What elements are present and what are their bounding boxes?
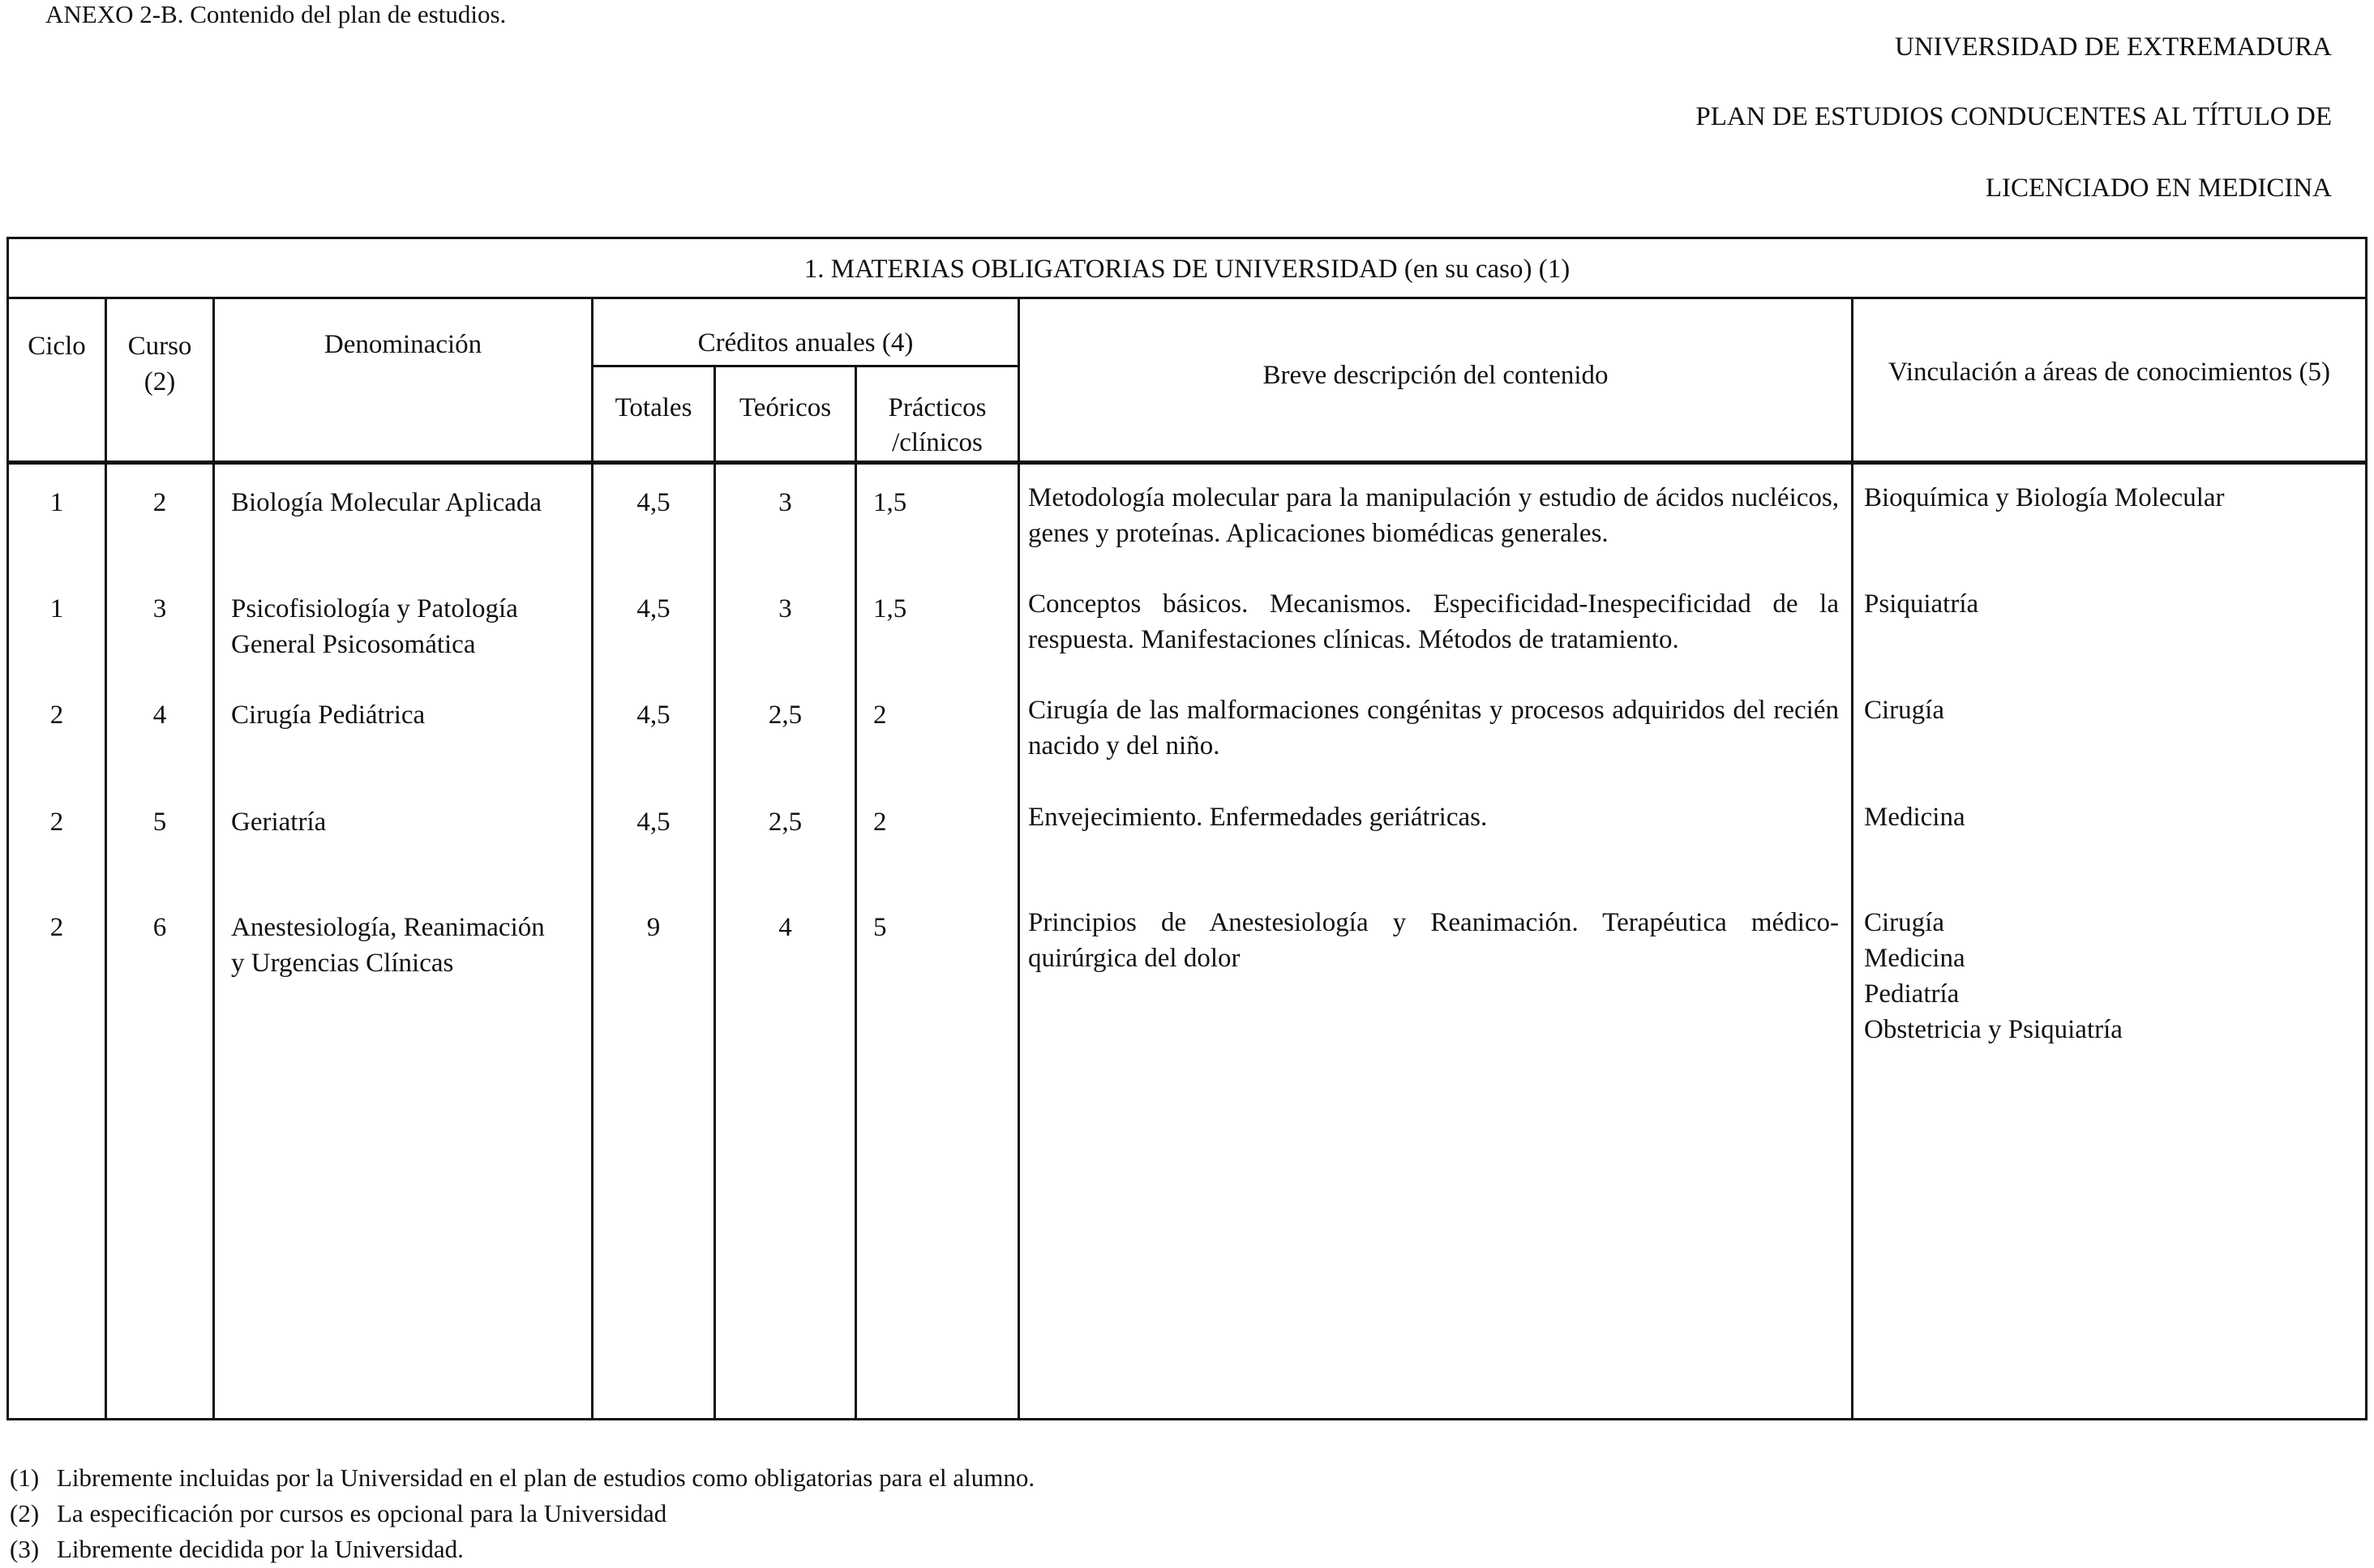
cell-descripcion: Metodología molecular para la manipulación y estudio de ácidos nucléicos, genes y proteínas. Aplicaciones biomédicas generales. bbox=[1028, 483, 1839, 548]
header-denominacion: Denominación bbox=[324, 330, 482, 359]
plan-title-line2: LICENCIADO EN MEDICINA bbox=[1985, 174, 2332, 203]
footnote bbox=[10, 1463, 1035, 1493]
cell-practicos: 1,5 bbox=[873, 488, 907, 517]
cell-practicos: 5 bbox=[873, 913, 887, 942]
cell-totales: 4,5 bbox=[636, 700, 671, 730]
cell-area: Obstetricia y Psiquiatría bbox=[1864, 1015, 2123, 1044]
footnote bbox=[10, 1499, 666, 1528]
cell-denominacion: Cirugía Pediátrica bbox=[231, 700, 426, 730]
cell-curso: 2 bbox=[152, 488, 167, 517]
col-divider-denominacion bbox=[591, 297, 594, 1418]
cell-totales: 4,5 bbox=[636, 808, 671, 837]
cell-area: Pediatría bbox=[1864, 979, 1960, 1009]
cell-area: Medicina bbox=[1864, 944, 1965, 973]
header-bottom-rule bbox=[9, 461, 2365, 465]
cell-curso: 3 bbox=[152, 594, 167, 623]
cell-curso: 5 bbox=[152, 808, 167, 837]
credits-subheader-rule bbox=[593, 365, 1019, 367]
cell-ciclo: 2 bbox=[49, 700, 64, 730]
footnote-text: La especificación por cursos es opcional para la Universidad bbox=[57, 1499, 667, 1527]
cell-area: Medicina bbox=[1864, 803, 1965, 832]
col-divider-teoricos bbox=[855, 365, 857, 1418]
cell-ciclo: 1 bbox=[49, 488, 64, 517]
header-totales: Totales bbox=[615, 393, 692, 422]
col-divider-curso bbox=[212, 297, 215, 1418]
footnote-text: Libremente decidida por la Universidad. bbox=[57, 1535, 464, 1563]
cell-teoricos: 4 bbox=[778, 913, 792, 942]
cell-totales: 4,5 bbox=[636, 488, 671, 517]
cell-ciclo: 2 bbox=[49, 808, 64, 837]
header-practicos-clinicos: /clínicos bbox=[892, 428, 983, 457]
col-divider-creditos bbox=[1018, 297, 1020, 1418]
university-name: UNIVERSIDAD DE EXTREMADURA bbox=[1895, 32, 2332, 62]
footnote-number: (3) bbox=[10, 1535, 40, 1563]
footnote-number: (2) bbox=[10, 1499, 40, 1527]
cell-descripcion: Envejecimiento. Enfermedades geriátricas. bbox=[1028, 803, 1488, 832]
header-vinculacion: Vinculación a áreas de conocimientos (5) bbox=[1888, 358, 2331, 387]
col-divider-descripcion bbox=[1851, 297, 1853, 1418]
header-curso: Curso bbox=[127, 332, 192, 361]
plan-title-line1: PLAN DE ESTUDIOS CONDUCENTES AL TÍTULO DE bbox=[1695, 102, 2332, 131]
footnote-text: Libremente incluidas por la Universidad en el plan de estudios como obligatorias para el alumno. bbox=[57, 1463, 1035, 1492]
cell-teoricos: 2,5 bbox=[768, 700, 803, 730]
cell-denominacion: General Psicosomática bbox=[231, 630, 476, 659]
cell-area: Cirugía bbox=[1864, 908, 1944, 937]
subjects-table bbox=[6, 237, 2368, 1420]
cell-denominacion: Psicofisiología y Patología bbox=[231, 594, 518, 623]
cell-descripcion: Conceptos básicos. Mecanismos. Especificidad-Inespecificidad de la respuesta. Manifestaciones clínicas. Métodos de tratamiento. bbox=[1028, 589, 1839, 654]
table-title: 1. MATERIAS OBLIGATORIAS DE UNIVERSIDAD (en su caso) (1) bbox=[803, 255, 1571, 284]
cell-teoricos: 3 bbox=[778, 594, 792, 623]
footnote-number: (1) bbox=[10, 1463, 40, 1492]
cell-practicos: 2 bbox=[873, 808, 887, 837]
cell-practicos: 1,5 bbox=[873, 594, 907, 623]
header-teoricos: Teóricos bbox=[739, 393, 832, 422]
footnote bbox=[10, 1535, 464, 1564]
annex-label: ANEXO 2-B. Contenido del plan de estudios. bbox=[45, 0, 507, 28]
cell-curso: 4 bbox=[152, 700, 167, 730]
cell-descripcion: Cirugía de las malformaciones congénitas y procesos adquiridos del recién nacido y del niño. bbox=[1028, 696, 1839, 760]
cell-ciclo: 1 bbox=[49, 594, 64, 623]
cell-descripcion: Principios de Anestesiología y Reanimación. Terapéutica médico-quirúrgica del dolor bbox=[1028, 908, 1839, 973]
col-divider-totales bbox=[713, 365, 716, 1418]
cell-denominacion: y Urgencias Clínicas bbox=[231, 949, 454, 978]
cell-area: Cirugía bbox=[1864, 696, 1944, 725]
header-curso-note: (2) bbox=[144, 367, 176, 396]
cell-totales: 4,5 bbox=[636, 594, 671, 623]
header-creditos: Créditos anuales (4) bbox=[697, 328, 914, 358]
cell-totales: 9 bbox=[646, 913, 661, 942]
cell-denominacion: Biología Molecular Aplicada bbox=[231, 488, 542, 517]
cell-denominacion: Anestesiología, Reanimación bbox=[231, 913, 545, 942]
header-descripcion: Breve descripción del contenido bbox=[1262, 361, 1609, 390]
cell-teoricos: 3 bbox=[778, 488, 792, 517]
cell-area: Psiquiatría bbox=[1864, 589, 1979, 619]
header-ciclo: Ciclo bbox=[28, 332, 86, 361]
cell-denominacion: Geriatría bbox=[231, 808, 327, 837]
cell-ciclo: 2 bbox=[49, 913, 64, 942]
cell-area: Bioquímica y Biología Molecular bbox=[1864, 483, 2225, 512]
title-rule bbox=[9, 297, 2365, 299]
header-practicos: Prácticos bbox=[888, 393, 987, 422]
cell-teoricos: 2,5 bbox=[768, 808, 803, 837]
col-divider-ciclo bbox=[105, 297, 107, 1418]
cell-curso: 6 bbox=[152, 913, 167, 942]
cell-practicos: 2 bbox=[873, 700, 887, 730]
